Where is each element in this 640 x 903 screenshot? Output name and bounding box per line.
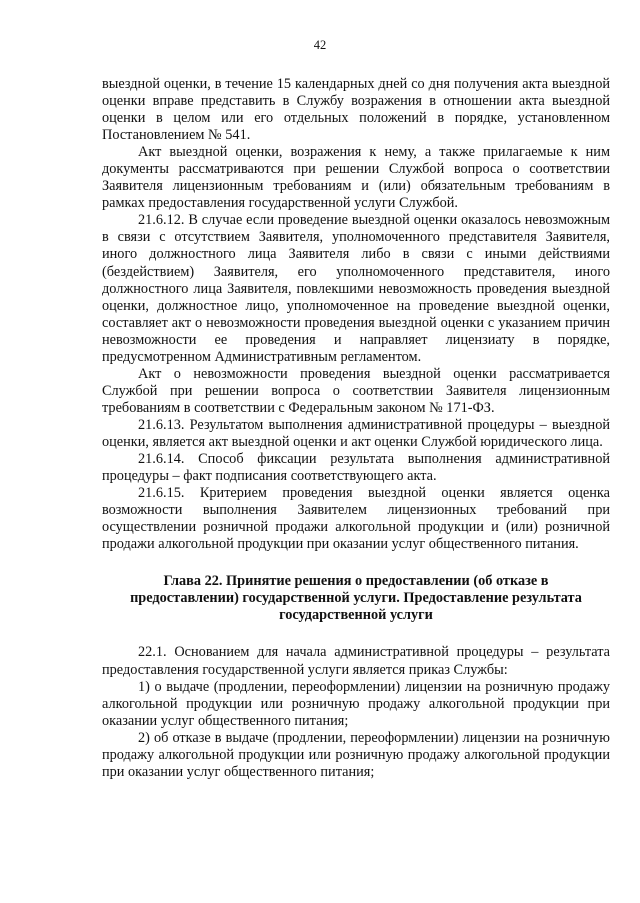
- chapter-heading-line: предоставлении) государственной услуги. Предоставление результата: [130, 590, 582, 607]
- document-body: [102, 76, 610, 781]
- paragraph: 21.6.14. Способ фиксации результата выполнения административной процедуры – факт подписания соответствующего акта.: [102, 451, 610, 485]
- paragraph: 21.6.15. Критерием проведения выездной оценки является оценка возможности выполнения Заявителем лицензионных требований при осуществлении розничной продажи алкогольной продукции и (или) розничной продажи алкогольной продукции при оказании услуг общественного питания.: [102, 485, 610, 553]
- chapter-heading-line: государственной услуги: [279, 607, 433, 624]
- paragraph: 22.1. Основанием для начала административной процедуры – результата предоставления государственной услуги является приказ Службы:: [102, 644, 610, 678]
- page-number: 42: [313, 38, 327, 52]
- paragraph: 21.6.12. В случае если проведение выездной оценки оказалось невозможным в связи с отсутствием Заявителя, уполномоченного представителя Заявителя, иного должностного лица Заявителя либо в связи с иными действиями (бездействием) Заявителя, его уполномоченного представителя, иного должностного лица Заявителя, повлекшими невозможность проведения выездной оценки, должностное лицо, уполномоченное на проведение выездной оценки, составляет акт о невозможности проведения выездной оценки с указанием причин невозможности ее проведения и направляет лицензиату в порядке, предусмотренном Административным регламентом.: [102, 212, 610, 365]
- chapter-heading: [102, 573, 610, 624]
- paragraph: 21.6.13. Результатом выполнения административной процедуры – выездной оценки, является акт выездной оценки и акт оценки Службой юридического лица.: [102, 416, 610, 450]
- paragraph: выездной оценки, в течение 15 календарных дней со дня получения акта выездной оценки вправе представить в Службу возражения в отношении акта выездной оценки в целом или его отдельных положений в порядке, установленном Постановлением № 541.: [102, 76, 610, 144]
- paragraph: 2) об отказе в выдаче (продлении, переоформлении) лицензии на розничную продажу алкогольной продукции или розничную продажу алкогольной продукции при оказании услуг общественного питания;: [102, 729, 610, 780]
- chapter-heading-line: Глава 22. Принятие решения о предоставлении (об отказе в: [163, 573, 549, 590]
- paragraph: 1) о выдаче (продлении, переоформлении) лицензии на розничную продажу алкогольной продукции или розничную продажу алкогольной продукции при оказании услуг общественного питания;: [102, 678, 610, 729]
- paragraph: Акт о невозможности проведения выездной оценки рассматривается Службой при решении вопроса о соответствии Заявителя лицензионным требованиям в соответствии с Федеральным законом № 171-ФЗ.: [102, 365, 610, 416]
- paragraph: Акт выездной оценки, возражения к нему, а также прилагаемые к ним документы рассматриваются при решении Службой вопроса о соответствии Заявителя лицензионным требованиям и (или) обязательным требованиям в рамках предоставления государственной услуги Службой.: [102, 144, 610, 212]
